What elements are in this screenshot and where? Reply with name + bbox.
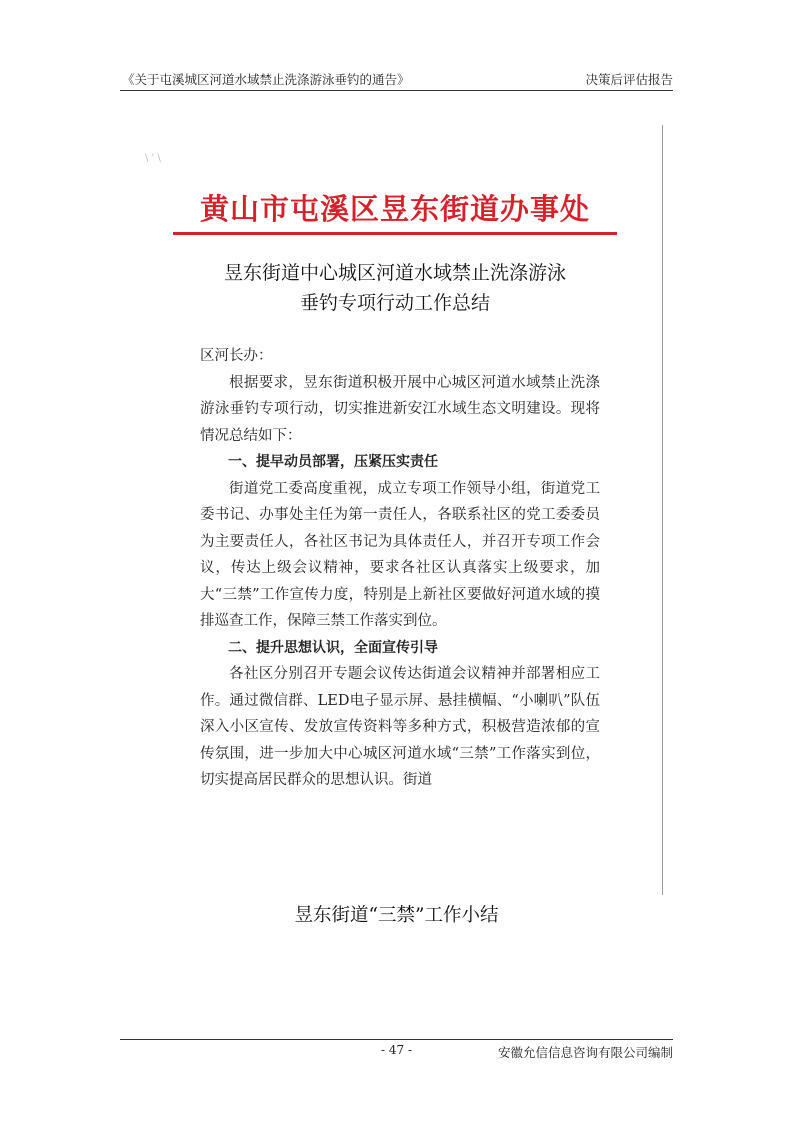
document-title-line: 昱东街道中心城区河道水域禁止洗涤游泳 [223,262,566,284]
section-heading-1: 一、提早动员部署，压紧压实责任 [228,454,438,470]
scan-edge-line [662,125,663,895]
paragraph-section-1: 街道党工委高度重视，成立专项工作领导小组，街道党工委书记、办事处主任为第一责任人，各联系社区的党工委委员为主要责任人，各社区书记为具体责任人，并召开专项工作会议，传达上级会议精神，要求各社区认真落实上级要求，加大“三禁”工作宣传力度，特别是上新社区要做好河道水域的摸排巡查工作，保障三禁工作落实到位。 [200,480,600,629]
footer-publisher: 安徽允信信息咨询有限公司编制 [497,1045,673,1060]
document-title-line: 垂钓专项行动工作总结 [299,292,490,314]
letterhead-rule [173,232,617,235]
scanned-document [135,115,665,885]
paragraph-intro: 根据要求，昱东街道积极开展中心城区河道水域禁止洗涤游泳垂钓专项行动，切实推进新安江水域生态文明建设。现将情况总结如下： [200,374,600,444]
letterhead-title: 黄山市屯溪区昱东街道办事处 [199,192,590,226]
salutation: 区河长办： [200,348,273,364]
header-rule [120,90,673,91]
scan-margin-mark: \ ' \ [145,153,161,164]
document-title [175,258,615,318]
header-document-ref: 《关于屯溪城区河道水域禁止洗涤游泳垂钓的通告》 [122,72,410,87]
footer-rule [120,1039,673,1040]
header-report-name: 决策后评估报告 [585,72,673,87]
section-heading-2: 二、提升思想认识，全面宣传引导 [228,639,438,656]
paragraph-section-2: 各社区分别召开专题会议传达街道会议精神并部署相应工作。通过微信群、LED电子显示屏、悬挂横幅、“小喇叭”队伍深入小区宣传、发放宣传资料等多种方式，积极营造浓郁的宣传氛围，进一步加大中心城区河道水域“三禁”工作落实到位，切实提高居民群众的思想认识。街道 [200,666,600,788]
figure-caption: 昱东街道“三禁”工作小结 [294,905,499,926]
page-number: - 47 - [380,1043,412,1057]
document-body [200,343,600,794]
